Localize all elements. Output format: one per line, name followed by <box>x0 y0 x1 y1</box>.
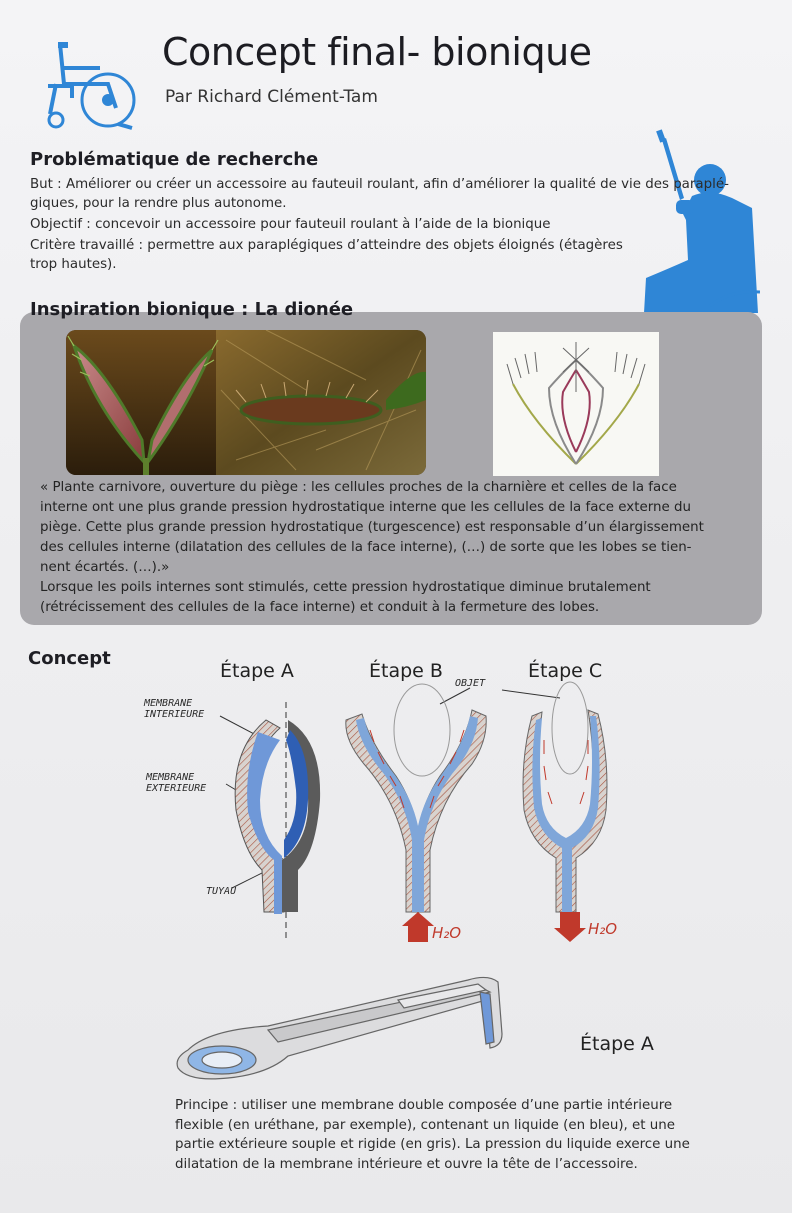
principle-line: flexible (en uréthane, par exemple), contenant un liquide (en bleu), et une <box>175 1117 676 1133</box>
stage-a-label: Étape A <box>220 660 294 682</box>
problem-line: giques, pour la rendre plus autonome. <box>30 196 287 211</box>
annotation-text: MEMBRANE <box>146 772 195 783</box>
inspiration-heading: Inspiration bionique : La dionée <box>30 299 354 320</box>
annotation-text: MEMBRANE <box>144 698 193 709</box>
stage-c-label: Étape C <box>528 660 603 682</box>
annotation-text: INTERIEURE <box>144 709 205 720</box>
principle-text <box>175 1096 735 1174</box>
pipe-label: TUYAU <box>206 886 237 897</box>
product-stage-label: Étape A <box>580 1033 654 1055</box>
wheelchair-icon <box>38 38 138 133</box>
flytrap-photos <box>66 330 426 475</box>
concept-stages-diagram <box>140 680 660 950</box>
quote-line: nent écartés. (…).» <box>40 560 170 575</box>
concept-heading: Concept <box>28 648 111 669</box>
principle-line: partie extérieure souple et rigide (en gris). La pression du liquide exerce une <box>175 1137 690 1152</box>
stage-b-label: Étape B <box>369 660 443 682</box>
object-label: OBJET <box>455 678 486 689</box>
flytrap-sketch <box>493 332 659 476</box>
quote-line: (rétrécissement des cellules de la face interne) et conduit à la fermeture des lobes. <box>40 600 600 615</box>
quote-line: interne ont une plus grande pression hydrostatique interne que les cellules de la face externe du <box>40 500 691 515</box>
accessory-product-drawing <box>168 970 513 1090</box>
problem-line: trop hautes). <box>30 257 117 272</box>
inspiration-quote <box>40 478 760 618</box>
problem-text <box>30 175 730 274</box>
quote-line: piège. Cette plus grande pression hydrostatique (turgescence) est responsable d’un élargissement <box>40 520 704 535</box>
problem-heading: Problématique de recherche <box>30 149 319 170</box>
principle-line: Principe : utiliser une membrane double composée d’une partie intérieure <box>175 1098 673 1113</box>
quote-line: des cellules interne (dilatation des cellules de la face interne), (…) de sorte que les lobes se tien- <box>40 540 692 555</box>
problem-line: But : Améliorer ou créer un accessoire au fauteuil roulant, afin d’améliorer la qualité de vie des paraplé- <box>30 177 729 192</box>
h2o-in-label: H₂O <box>432 924 462 942</box>
h2o-out-label: H₂O <box>588 920 618 938</box>
page-title: Concept final- bionique <box>162 30 592 74</box>
principle-line: dilatation de la membrane intérieure et ouvre la tête de l’accessoire. <box>175 1156 638 1172</box>
quote-line: Lorsque les poils internes sont stimulés, cette pression hydrostatique diminue brutalement <box>40 580 651 595</box>
annotation-text: EXTERIEURE <box>146 783 207 794</box>
flytrap-diagram-image <box>493 332 659 476</box>
problem-line: Critère travaillé : permettre aux paraplégiques d’atteindre des objets éloignés (étagères <box>30 238 623 253</box>
problem-line: Objectif : concevoir un accessoire pour fauteuil roulant à l’aide de la bionique <box>30 217 551 232</box>
author-line: Par Richard Clément-Tam <box>165 87 378 107</box>
flytrap-photo-image <box>66 330 426 475</box>
quote-line: « Plante carnivore, ouverture du piège : les cellules proches de la charnière et celles de la face <box>40 480 677 495</box>
